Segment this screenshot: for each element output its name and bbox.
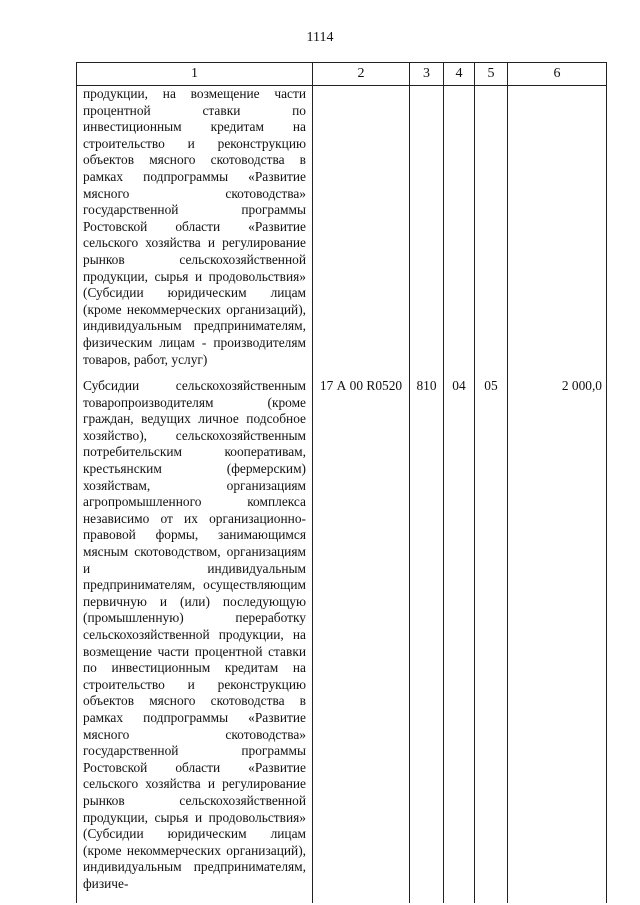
column-header: 3: [410, 63, 444, 86]
column-header: 6: [508, 63, 607, 86]
budget-table: [76, 62, 607, 903]
row-col3: 810: [410, 376, 444, 902]
row-col5: [475, 86, 508, 377]
page-number: 1114: [306, 30, 334, 45]
row-code: [313, 86, 410, 377]
table-row: [77, 86, 607, 377]
row-col4: 04: [444, 376, 475, 902]
row-amount: [508, 86, 607, 377]
row-col4: [444, 86, 475, 377]
column-header: 4: [444, 63, 475, 86]
table-header-row: [77, 63, 607, 86]
row-code: 17 А 00 R0520: [313, 376, 410, 902]
column-header: 1: [77, 63, 313, 86]
row-description: продукции, на возмещение части процентной ставки по инвестиционным кредитам на строительство и реконструкцию объектов мясного скотоводства в рамках подпрограммы «Развитие мясного скотоводства» государственной программы Ростовской области «Развитие сельского хозяйства и регулирование рынков сельскохозяйственной продукции, сырья и продовольствия» (Субсидии юридическим лицам (кроме некоммерческих организаций), индивидуальным предпринимателям, физическим лицам - производителям товаров, работ, услуг): [77, 86, 313, 377]
column-header: 2: [313, 63, 410, 86]
column-header: 5: [475, 63, 508, 86]
table-row: [77, 376, 607, 902]
row-amount: 2 000,0: [508, 376, 607, 902]
row-col3: [410, 86, 444, 377]
row-description: Субсидии сельскохозяйственным товаропроизводителям (кроме граждан, ведущих личное подсобное хозяйство), сельскохозяйственным потребительским кооперативам, крестьянским (фермерским) хозяйствам, организациям агропромышленного комплекса независимо от их организационно-правовой формы, занимающимся мясным скотоводством, организациям и индивидуальным предпринимателям, осуществляющим первичную и (или) последующую (промышленную) переработку сельскохозяйственной продукции, на возмещение части процентной ставки по инвестиционным кредитам на строительство и реконструкцию объектов мясного скотоводства в рамках подпрограммы «Развитие мясного скотоводства» государственной программы Ростовской области «Развитие сельского хозяйства и регулирование рынков сельскохозяйственной продукции, сырья и продовольствия» (Субсидии юридическим лицам (кроме некоммерческих организаций), индивидуальным предпринимателям, физиче-: [77, 376, 313, 902]
row-col5: 05: [475, 376, 508, 902]
